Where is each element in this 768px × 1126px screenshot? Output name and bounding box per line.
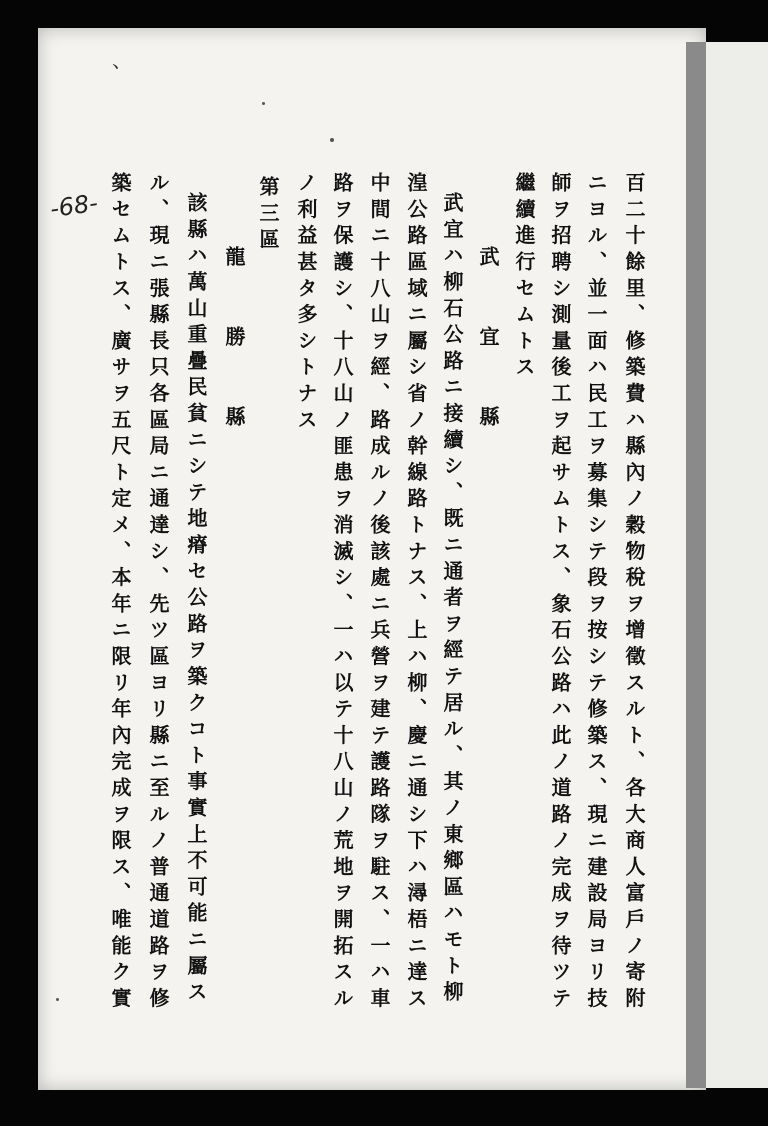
text-column: ニヨル、並一面ハ民工ヲ募集シテ段ヲ按シテ修築ス、現ニ建設局ヨリ技 bbox=[584, 172, 608, 1014]
text-column: 繼續進行セムトス bbox=[512, 172, 536, 383]
text-column: ル、現ニ張縣長只各區局ニ通達シ、先ツ區ヨリ縣ニ至ルノ普通道路ヲ修 bbox=[146, 172, 170, 1014]
margin-mark: 、 bbox=[112, 48, 132, 72]
section-heading: 第三區 bbox=[256, 176, 280, 255]
text-column: 築セムトス、廣サヲ五尺ト定メ、本年ニ限リ年內完成ヲ限ス、唯能ク實 bbox=[108, 172, 132, 1014]
paper-speck bbox=[262, 102, 265, 105]
text-column: 百二十餘里、修築費ハ縣內ノ穀物稅ヲ增徵スルト、各大商人富戶ノ寄附 bbox=[622, 172, 646, 1014]
text-column: 中間ニ十八山ヲ經、路成ルノ後該處ニ兵營ヲ建テ護路隊ヲ駐ス、一ハ車 bbox=[367, 172, 391, 1014]
book-spine bbox=[686, 42, 706, 1088]
text-column: 武宜ハ柳石公路ニ接續シ、既ニ通者ヲ經テ居ル、其ノ東鄉區ハモト柳 bbox=[440, 192, 464, 1008]
paper-speck bbox=[330, 138, 334, 142]
paper-speck bbox=[56, 998, 59, 1001]
page-number: -68- bbox=[48, 188, 100, 224]
text-column: ノ利益甚タ多シトナス bbox=[294, 172, 318, 435]
text-column: 湟公路區域ニ屬シ省ノ幹線路トナス、上ハ柳、慶ニ通シ下ハ潯梧ニ達ス bbox=[404, 172, 428, 1014]
text-column: 路ヲ保護シ、十八山ノ匪患ヲ消滅シ、一ハ以テ十八山ノ荒地ヲ開拓スル bbox=[330, 172, 354, 1014]
text-column: 師ヲ招聘シ測量後工ヲ起サムトス、象石公路ハ此ノ道路ノ完成ヲ待ツテ bbox=[548, 172, 572, 1014]
county-heading: 龍 勝 縣 bbox=[222, 246, 246, 446]
text-column: 該縣ハ萬山重疊民貧ニシテ地瘠セ公路ヲ築クコト事實上不可能ニ屬ス bbox=[184, 192, 208, 1008]
adjacent-page-edge bbox=[706, 42, 768, 1088]
section-heading: 武 宜 縣 bbox=[476, 246, 500, 446]
